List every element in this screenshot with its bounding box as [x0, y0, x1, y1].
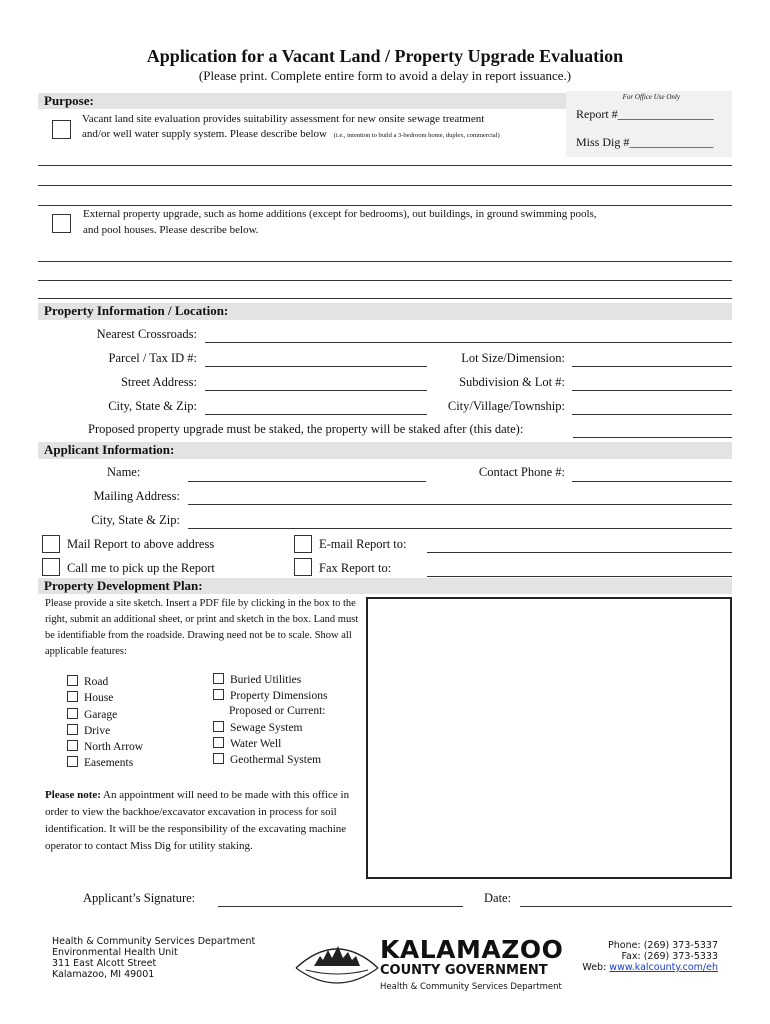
mail-report-label: Mail Report to above address: [67, 537, 215, 551]
feature-road-checkbox[interactable]: [67, 675, 78, 686]
feature-garage-label: Garage: [84, 709, 118, 721]
lot-size-label: Lot Size/Dimension:: [461, 351, 565, 365]
subdivision-field[interactable]: [572, 390, 732, 391]
feature-road[interactable]: [67, 675, 108, 688]
feature-sewage-system-checkbox[interactable]: [213, 721, 224, 732]
feature-geothermal[interactable]: [213, 753, 321, 766]
township-label: City/Village/Township:: [447, 399, 565, 413]
feature-north-arrow-label: North Arrow: [84, 741, 144, 753]
mailing-address-label: Mailing Address:: [93, 489, 180, 503]
vacant-land-text-2-main: and/or well water supply system. Please describe below: [82, 128, 327, 140]
staked-label: Proposed property upgrade must be staked, the property will be staked after (this date):: [88, 422, 524, 436]
feature-water-well[interactable]: [213, 737, 281, 750]
vacant-description-line-2[interactable]: [38, 185, 732, 186]
sketch-instructions: Please provide a site sketch. Insert a PDF file by clicking in the box to the right, submit an additional sheet, or print and sketch in the box. Land must be identifiable from the roadside. Drawing need not be to scale. Show all applicable features:: [45, 598, 359, 657]
feature-property-dimensions-checkbox[interactable]: [213, 689, 224, 700]
vacant-land-text-2: [82, 128, 500, 140]
footer-street: 311 East Alcott Street: [52, 958, 157, 969]
vacant-land-checkbox[interactable]: [52, 120, 71, 139]
vacant-land-example: (i.e., intention to build a 3-bedroom home, duplex, commercial): [333, 132, 500, 139]
development-plan-heading: Property Development Plan:: [38, 578, 732, 594]
logo-kalamazoo: KALAMAZOO: [380, 935, 564, 964]
note-text: An appointment will need to be made with this office in order to view the backhoe/excavator excavation in process for soil identification. It will be the responsibility of the excavating machine operator to contact Miss Dig for utility staking.: [45, 789, 350, 852]
footer-unit: Environmental Health Unit: [52, 947, 178, 958]
feature-garage[interactable]: [67, 708, 117, 721]
feature-drive[interactable]: [67, 724, 110, 737]
feature-road-label: Road: [84, 676, 109, 688]
feature-house[interactable]: [67, 691, 113, 704]
county-seal-icon: [292, 936, 382, 988]
upgrade-description-line-1[interactable]: [38, 261, 732, 262]
call-me-label: Call me to pick up the Report: [67, 561, 215, 575]
appointment-note: [45, 787, 357, 855]
signature-label: Applicant’s Signature:: [83, 891, 196, 905]
mail-report-checkbox[interactable]: [42, 535, 60, 553]
upgrade-description-line-3[interactable]: [38, 298, 732, 299]
staked-date-field[interactable]: [573, 437, 732, 438]
logo-county-government: COUNTY GOVERNMENT: [380, 963, 548, 978]
purpose-heading: Purpose:: [38, 93, 566, 109]
applicant-info-heading: Applicant Information:: [38, 442, 732, 459]
feature-water-well-label: Water Well: [230, 738, 282, 750]
feature-garage-checkbox[interactable]: [67, 708, 78, 719]
footer-web: [582, 962, 718, 973]
mailing-address-field[interactable]: [188, 504, 732, 505]
date-label: Date:: [484, 891, 512, 905]
footer-address: [52, 936, 255, 980]
report-number: Report #________________: [576, 107, 714, 121]
email-field[interactable]: [427, 552, 732, 553]
crossroads-field[interactable]: [205, 342, 732, 343]
email-report-checkbox[interactable]: [294, 535, 312, 553]
footer-dept: Health & Community Services Department: [52, 936, 256, 947]
street-field[interactable]: [205, 390, 427, 391]
feature-easements[interactable]: [67, 756, 133, 769]
property-city-field[interactable]: [205, 414, 427, 415]
footer-phone: Phone: (269) 373-5337: [608, 940, 718, 951]
date-field[interactable]: [520, 906, 732, 907]
feature-buried-utilities-label: Buried Utilities: [230, 674, 302, 686]
feature-north-arrow-checkbox[interactable]: [67, 740, 78, 751]
feature-easements-checkbox[interactable]: [67, 756, 78, 767]
name-field[interactable]: [188, 481, 426, 482]
fax-field[interactable]: [427, 576, 732, 577]
form-title: Application for a Vacant Land / Property Upgrade Evaluation: [146, 46, 624, 66]
upgrade-text-1: External property upgrade, such as home additions (except for bedrooms), out buildings, in ground swimming pools,: [83, 208, 597, 220]
feature-easements-label: Easements: [84, 757, 134, 769]
footer-fax: Fax: (269) 373-5333: [621, 951, 718, 962]
website-link[interactable]: www.kalcounty.com/eh: [609, 962, 718, 973]
call-me-checkbox[interactable]: [42, 558, 60, 576]
vacant-description-line-1[interactable]: [38, 165, 732, 166]
feature-house-label: House: [84, 692, 114, 704]
lot-size-field[interactable]: [572, 366, 732, 367]
feature-property-dimensions[interactable]: [213, 689, 327, 702]
proposed-current-label: Proposed or Current:: [229, 705, 326, 717]
street-label: Street Address:: [120, 375, 197, 389]
feature-buried-utilities-checkbox[interactable]: [213, 673, 224, 684]
external-upgrade-checkbox[interactable]: [52, 214, 71, 233]
feature-geothermal-checkbox[interactable]: [213, 753, 224, 764]
vacant-description-line-3[interactable]: [38, 205, 732, 206]
form-subtitle: (Please print. Complete entire form to avoid a delay in report issuance.): [198, 68, 572, 83]
feature-drive-checkbox[interactable]: [67, 724, 78, 735]
parcel-label: Parcel / Tax ID #:: [108, 351, 197, 365]
property-info-heading: Property Information / Location:: [38, 303, 732, 320]
contact-phone-label: Contact Phone #:: [478, 465, 565, 479]
township-field[interactable]: [572, 414, 732, 415]
name-label: Name:: [107, 465, 141, 479]
feature-north-arrow[interactable]: [67, 740, 143, 753]
upgrade-description-line-2[interactable]: [38, 280, 732, 281]
applicant-city-label: City, State & Zip:: [91, 513, 180, 527]
office-use-caption: For Office Use Only: [622, 93, 680, 101]
feature-geothermal-label: Geothermal System: [230, 754, 322, 766]
miss-dig-number: Miss Dig #______________: [576, 135, 714, 149]
upgrade-text-2: and pool houses. Please describe below.: [83, 224, 259, 236]
logo-department: Health & Community Services Department: [380, 982, 562, 992]
feature-property-dimensions-label: Property Dimensions: [230, 690, 328, 702]
fax-report-label: Fax Report to:: [319, 561, 392, 575]
footer-web-label: Web:: [582, 962, 610, 973]
feature-sewage-system-label: Sewage System: [230, 722, 303, 734]
feature-water-well-checkbox[interactable]: [213, 737, 224, 748]
feature-house-checkbox[interactable]: [67, 691, 78, 702]
contact-phone-field[interactable]: [572, 481, 732, 482]
feature-drive-label: Drive: [84, 725, 111, 737]
applicant-city-field[interactable]: [188, 528, 732, 529]
site-sketch-box[interactable]: [366, 597, 732, 879]
vacant-land-text-1: Vacant land site evaluation provides suitability assessment for new onsite sewage treatment: [82, 113, 485, 125]
footer-city: Kalamazoo, MI 49001: [52, 969, 155, 980]
office-use-box: [566, 91, 732, 157]
signature-field[interactable]: [218, 906, 463, 907]
property-city-label: City, State & Zip:: [108, 399, 197, 413]
feature-buried-utilities[interactable]: [213, 673, 301, 686]
email-report-label: E-mail Report to:: [319, 537, 407, 551]
crossroads-label: Nearest Crossroads:: [96, 327, 197, 341]
parcel-field[interactable]: [205, 366, 427, 367]
feature-sewage-system[interactable]: [213, 721, 303, 734]
footer-contact: [582, 940, 718, 973]
subdivision-label: Subdivision & Lot #:: [459, 375, 565, 389]
note-heading: Please note:: [45, 789, 101, 801]
fax-report-checkbox[interactable]: [294, 558, 312, 576]
